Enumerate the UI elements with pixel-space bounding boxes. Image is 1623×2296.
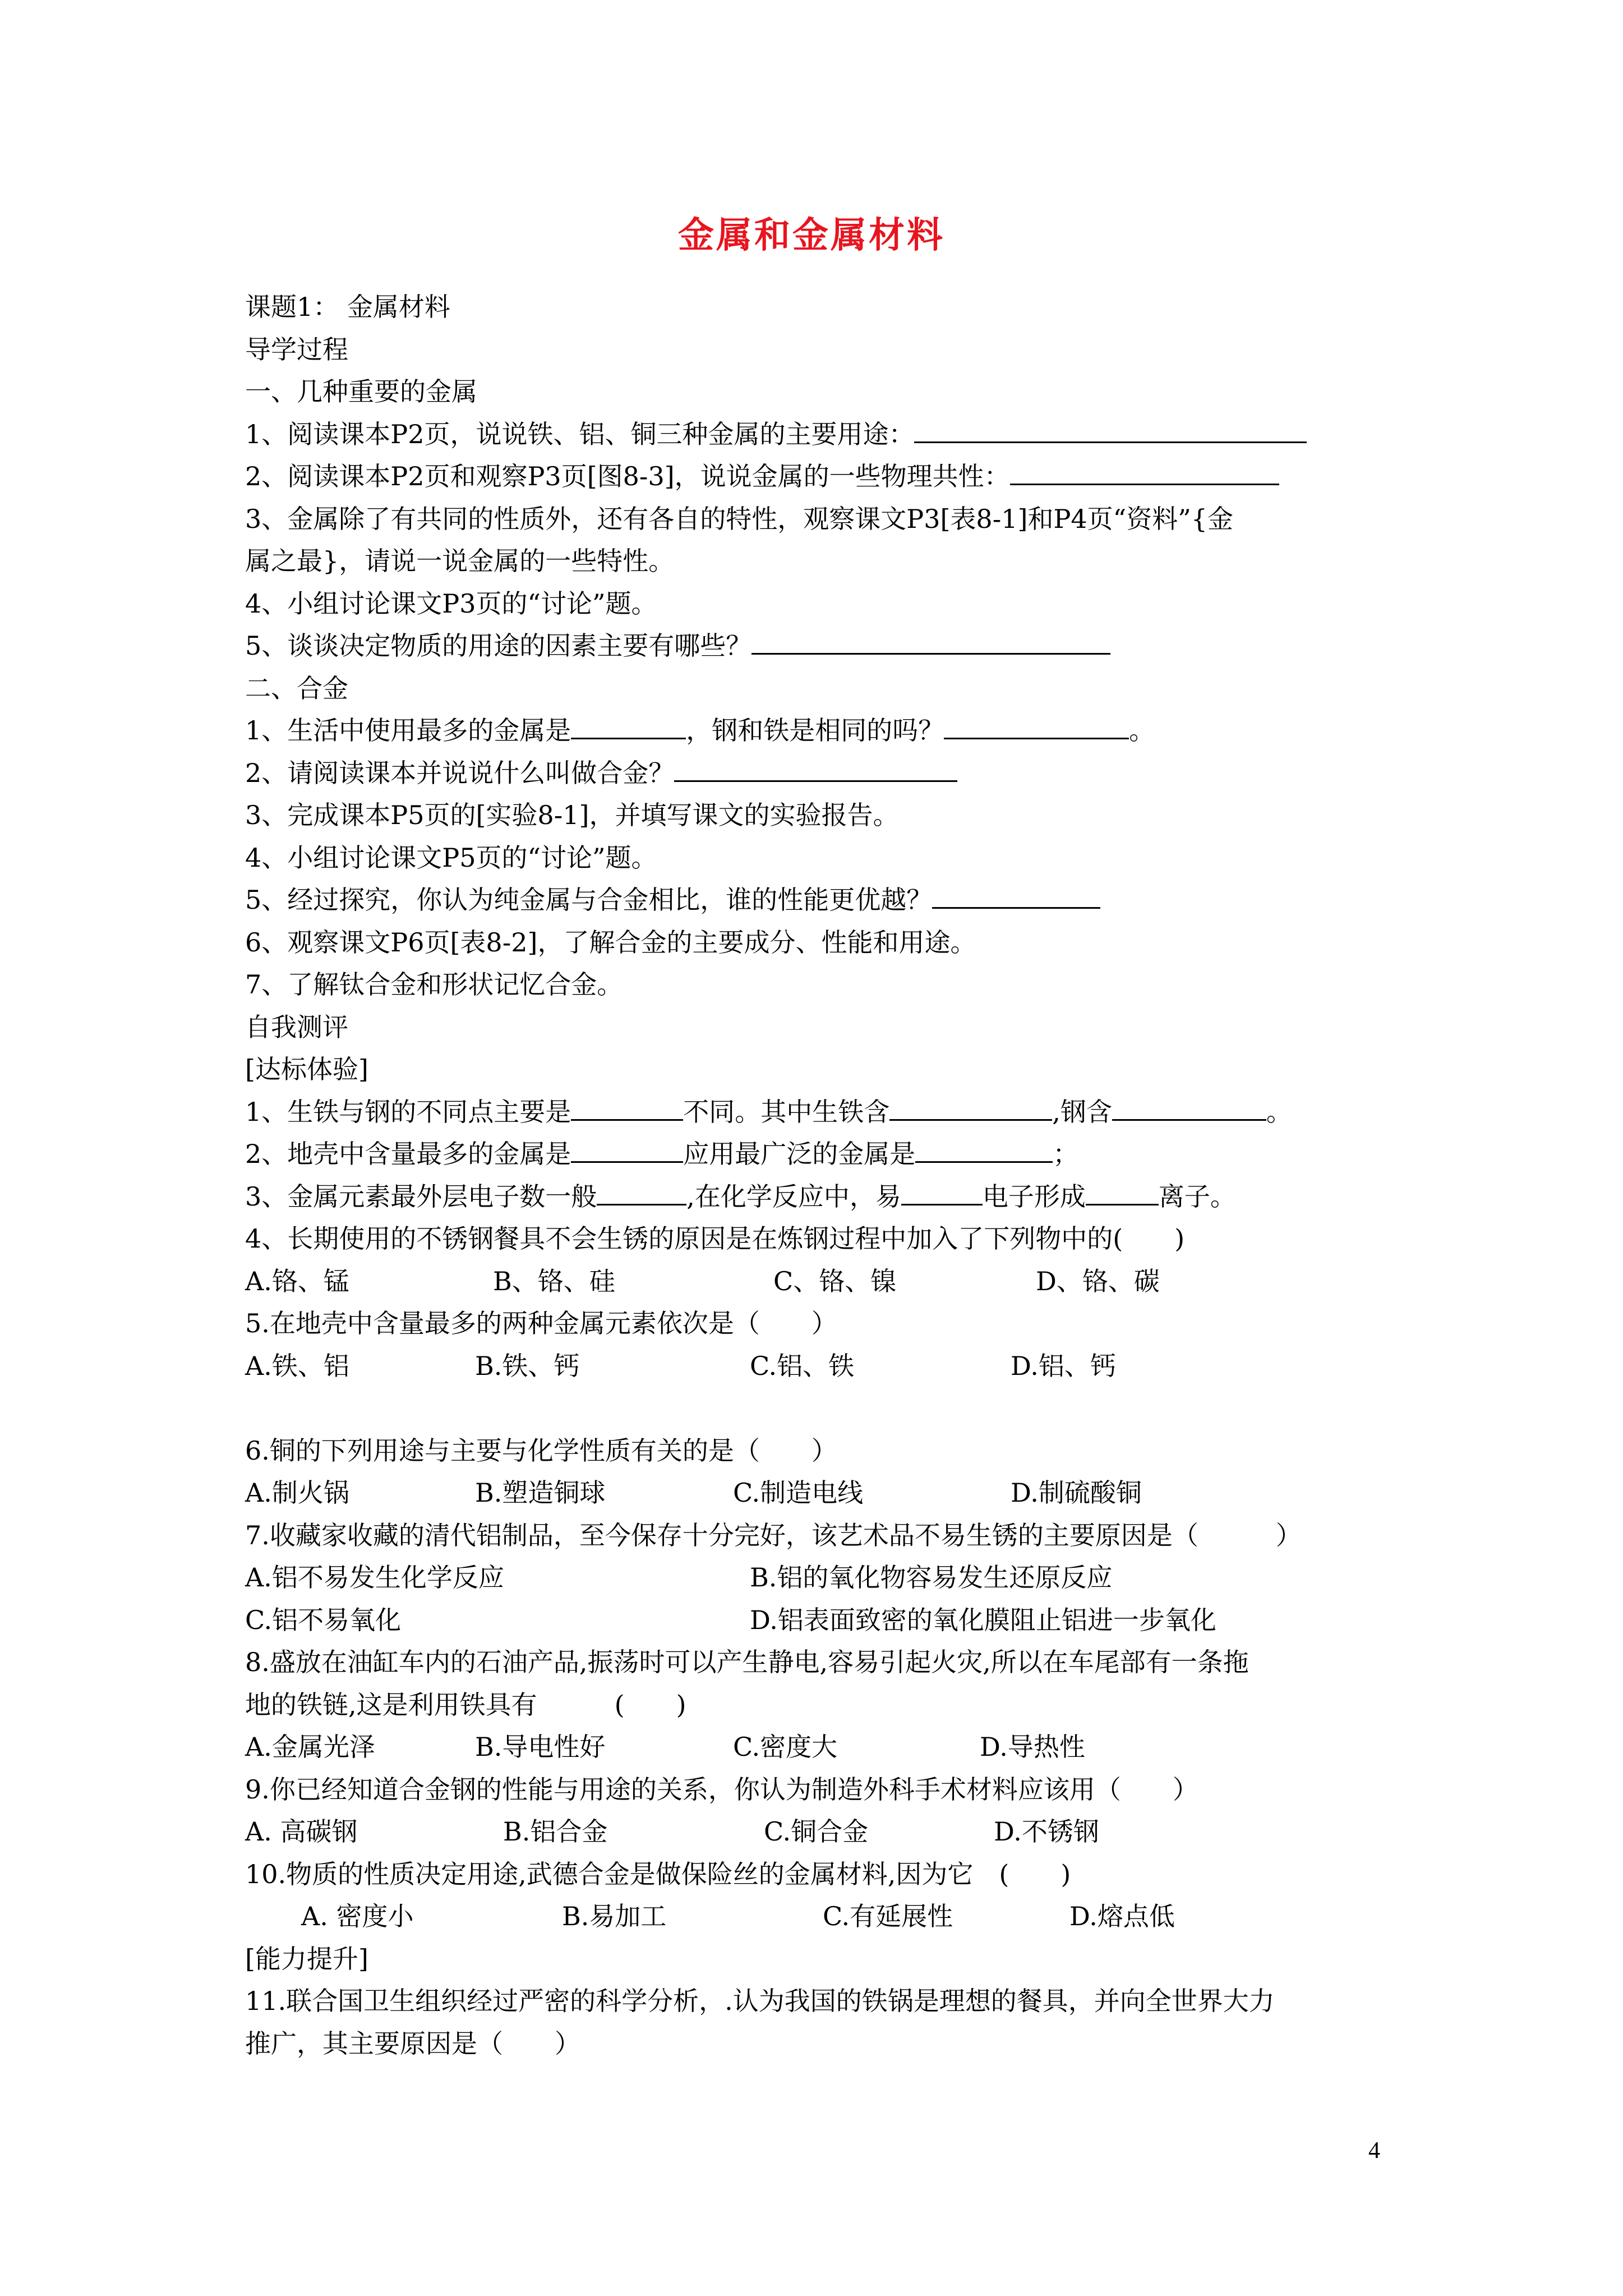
choice-option[interactable]: A.金属光泽 bbox=[245, 1732, 375, 1762]
choice-option[interactable]: D.制硫酸铜 bbox=[1011, 1478, 1142, 1508]
question: 5.在地壳中含量最多的两种金属元素依次是（ ） bbox=[245, 1308, 837, 1338]
choice-option[interactable]: C.铝不易氧化 bbox=[245, 1604, 402, 1635]
choice-option[interactable]: B.导电性好 bbox=[475, 1732, 606, 1762]
choice-options bbox=[245, 1895, 1412, 1938]
section-heading: 一、几种重要的金属 bbox=[245, 376, 477, 407]
answer-blank[interactable] bbox=[1112, 1093, 1266, 1121]
question: 7、了解钛合金和形状记忆合金。 bbox=[245, 969, 623, 1000]
page-title: 金属和金属材料 bbox=[678, 214, 945, 256]
answer-blank[interactable] bbox=[889, 1093, 1052, 1121]
question: 属之最}，请说一说金属的一些特性。 bbox=[245, 546, 675, 576]
question: 1、阅读课本P2页，说说铁、铝、铜三种金属的主要用途： bbox=[245, 413, 1412, 456]
section-heading: 自我测评 bbox=[245, 1011, 348, 1042]
choice-options bbox=[245, 1472, 1412, 1515]
choice-option[interactable]: D.铝表面致密的氧化膜阻止铝进一步氧化 bbox=[750, 1604, 1216, 1635]
answer-blank[interactable] bbox=[1086, 1178, 1159, 1205]
choice-option[interactable]: D.熔点低 bbox=[1069, 1901, 1175, 1931]
answer-blank[interactable] bbox=[1010, 458, 1279, 485]
guide-heading: 导学过程 bbox=[245, 334, 348, 365]
answer-blank[interactable] bbox=[597, 1178, 686, 1205]
answer-blank[interactable] bbox=[901, 1178, 983, 1205]
question: 2、地壳中含量最多的金属是 应用最广泛的金属是 ； bbox=[245, 1133, 1412, 1176]
choice-option[interactable]: C.制造电线 bbox=[733, 1478, 864, 1508]
question: 4、小组讨论课文P5页的“讨论”题。 bbox=[245, 842, 657, 873]
choice-option[interactable]: A.铬、锰 bbox=[245, 1266, 349, 1296]
choice-option[interactable]: B.铝合金 bbox=[503, 1816, 608, 1847]
question: 推广，其主要原因是（ ） bbox=[245, 2028, 580, 2059]
question: 4、小组讨论课文P3页的“讨论”题。 bbox=[245, 588, 657, 619]
question: 8.盛放在油缸车内的石油产品,振荡时可以产生静电,容易引起火灾,所以在车尾部有一条拖 bbox=[245, 1647, 1249, 1677]
choice-option[interactable]: B.易加工 bbox=[562, 1901, 667, 1931]
choice-option[interactable]: B.铝的氧化物容易发生还原反应 bbox=[750, 1562, 1113, 1593]
choice-option[interactable]: B.铁、钙 bbox=[475, 1350, 580, 1381]
choice-options bbox=[245, 1599, 1412, 1642]
question: 10.物质的性质决定用途,武德合金是做保险丝的金属材料,因为它 ( ) bbox=[245, 1858, 1071, 1889]
subsection-heading: [能力提升] bbox=[245, 1943, 368, 1974]
answer-blank[interactable] bbox=[571, 712, 686, 739]
worksheet-body bbox=[245, 286, 1412, 2065]
choice-option[interactable]: A. 密度小 bbox=[301, 1901, 414, 1931]
choice-option[interactable]: D.铝、钙 bbox=[1011, 1350, 1116, 1381]
choice-option[interactable]: A.制火锅 bbox=[245, 1478, 349, 1508]
choice-option[interactable]: D.不锈钢 bbox=[994, 1816, 1099, 1847]
answer-blank[interactable] bbox=[571, 1093, 683, 1121]
page-number: 4 bbox=[1368, 2138, 1380, 2164]
question: 9.你已经知道合金钢的性能与用途的关系，你认为制造外科手术材料应该用（ ） bbox=[245, 1774, 1198, 1805]
choice-option[interactable]: C、铬、镍 bbox=[773, 1266, 897, 1296]
choice-options bbox=[245, 1811, 1412, 1853]
question: 2、请阅读课本并说说什么叫做合金？ bbox=[245, 752, 1412, 795]
question: 5、谈谈决定物质的用途的因素主要有哪些？ bbox=[245, 625, 1412, 668]
choice-option[interactable]: C.密度大 bbox=[733, 1732, 838, 1762]
answer-blank[interactable] bbox=[944, 712, 1129, 739]
question: 3、完成课本P5页的[实验8-1]，并填写课文的实验报告。 bbox=[245, 800, 899, 830]
choice-option[interactable]: D.导热性 bbox=[980, 1732, 1085, 1762]
choice-option[interactable]: A.铁、铝 bbox=[245, 1350, 349, 1381]
answer-blank[interactable] bbox=[914, 416, 1307, 443]
question: 6、观察课文P6页[表8-2]，了解合金的主要成分、性能和用途。 bbox=[245, 927, 976, 958]
question: 1、生铁与钢的不同点主要是 不同。其中生铁含 ,钢含 。 bbox=[245, 1091, 1412, 1134]
question: 11.联合国卫生组织经过严密的科学分析，.认为我国的铁锅是理想的餐具，并向全世界大力 bbox=[245, 1986, 1275, 2016]
choice-options bbox=[245, 1726, 1412, 1769]
choice-options bbox=[245, 1260, 1412, 1303]
question: 2、阅读课本P2页和观察P3页[图8-3]，说说金属的一些物理共性： bbox=[245, 455, 1412, 498]
choice-option[interactable]: C.有延展性 bbox=[823, 1901, 953, 1931]
choice-options bbox=[245, 1345, 1412, 1388]
question: 地的铁链,这是利用铁具有 ( ) bbox=[245, 1689, 686, 1720]
choice-option[interactable]: D、铬、碳 bbox=[1036, 1266, 1160, 1296]
choice-option[interactable]: C.铝、铁 bbox=[750, 1350, 855, 1381]
question: 4、长期使用的不锈钢餐具不会生锈的原因是在炼钢过程中加入了下列物中的( ) bbox=[245, 1223, 1185, 1254]
question: 1、生活中使用最多的金属是 ，钢和铁是相同的吗？ 。 bbox=[245, 710, 1412, 752]
choice-option[interactable]: B.塑造铜球 bbox=[475, 1478, 606, 1508]
answer-blank[interactable] bbox=[915, 1135, 1053, 1163]
answer-blank[interactable] bbox=[674, 754, 957, 782]
choice-option[interactable]: C.铜合金 bbox=[764, 1816, 869, 1847]
choice-option[interactable]: A.铝不易发生化学反应 bbox=[245, 1562, 504, 1593]
answer-blank[interactable] bbox=[571, 1135, 683, 1163]
question: 5、经过探究，你认为纯金属与合金相比，谁的性能更优越？ bbox=[245, 879, 1412, 922]
choice-options bbox=[245, 1557, 1412, 1599]
question: 3、金属除了有共同的性质外，还有各自的特性，观察课文P3[表8-1]和P4页“资料”{金 bbox=[245, 503, 1233, 534]
answer-blank[interactable] bbox=[932, 881, 1100, 909]
question: 7.收藏家收藏的清代铝制品，至今保存十分完好，该艺术品不易生锈的主要原因是（ ） bbox=[245, 1520, 1302, 1550]
lesson-heading: 课题1： 金属材料 bbox=[245, 292, 450, 322]
subsection-heading: [达标体验] bbox=[245, 1054, 368, 1084]
question: 3、金属元素最外层电子数一般 ,在化学反应中，易 电子形成 离子。 bbox=[245, 1176, 1412, 1218]
section-heading: 二、合金 bbox=[245, 673, 348, 703]
answer-blank[interactable] bbox=[751, 627, 1110, 655]
choice-option[interactable]: A. 高碳钢 bbox=[245, 1816, 358, 1847]
question: 6.铜的下列用途与主要与化学性质有关的是（ ） bbox=[245, 1435, 837, 1466]
choice-option[interactable]: B、铬、硅 bbox=[493, 1266, 615, 1296]
